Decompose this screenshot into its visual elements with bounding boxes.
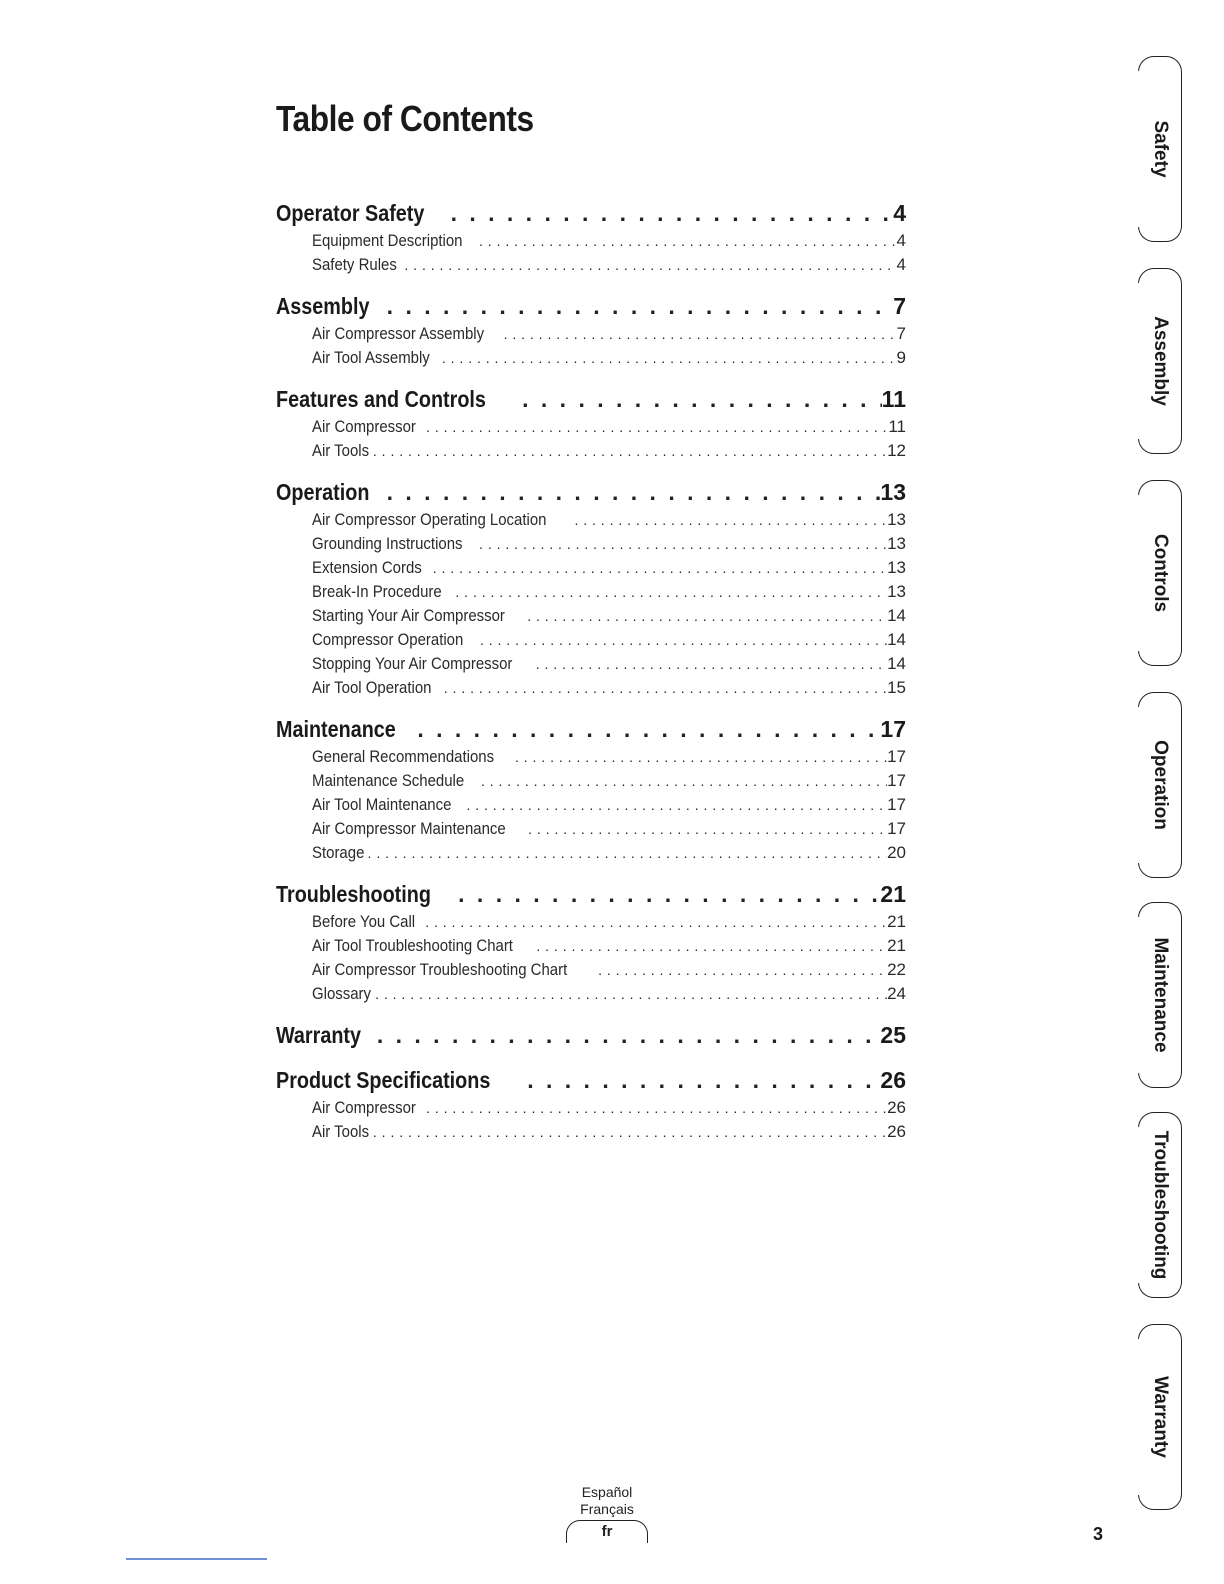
dot-leader xyxy=(425,556,887,580)
dot-leader xyxy=(371,477,881,508)
side-tab-assembly[interactable] xyxy=(1138,268,1182,454)
toc-entry-label: Storage xyxy=(312,843,365,862)
toc-section-title: Operation xyxy=(276,479,370,505)
toc-entry-page: 21 xyxy=(887,912,906,931)
toc-section xyxy=(276,879,906,1006)
toc-entry-label: Air Tools xyxy=(312,441,370,460)
toc-entry-page: 9 xyxy=(896,348,906,367)
toc-section-page: 13 xyxy=(880,479,906,505)
dot-leader xyxy=(507,745,887,769)
toc-section-title: Warranty xyxy=(276,1022,362,1048)
toc-entry-page: 4 xyxy=(896,231,906,250)
toc-entry-label: Extension Cords xyxy=(312,558,422,577)
dot-leader xyxy=(471,229,897,253)
toc-entry-page: 22 xyxy=(887,960,906,979)
toc-section-title: Troubleshooting xyxy=(276,881,431,907)
toc-entry-page: 17 xyxy=(887,819,906,838)
toc-entry-page: 17 xyxy=(887,795,906,814)
toc-entry-label: Equipment Description xyxy=(312,231,463,250)
side-tab-troubleshooting[interactable] xyxy=(1138,1112,1182,1298)
toc-section xyxy=(276,198,906,277)
toc-section-heading[interactable] xyxy=(276,384,906,415)
dot-leader xyxy=(418,1096,887,1120)
toc-entry[interactable] xyxy=(276,253,906,277)
toc-entry-page: 13 xyxy=(887,582,906,601)
toc-entry[interactable] xyxy=(276,1096,906,1120)
toc-entry-label: Air Tools xyxy=(312,1122,370,1141)
toc-section-page: 7 xyxy=(893,293,906,319)
dot-leader xyxy=(511,1065,880,1096)
dot-leader xyxy=(396,253,896,277)
toc-entry-page: 12 xyxy=(887,441,906,460)
toc-entry-label: Air Compressor xyxy=(312,1098,416,1117)
side-tab-maintenance[interactable] xyxy=(1138,902,1182,1088)
toc-entry-page: 17 xyxy=(887,747,906,766)
table-of-contents xyxy=(276,198,906,1158)
toc-entry-page: 13 xyxy=(887,510,906,529)
toc-entry-page: 13 xyxy=(887,534,906,553)
side-tab-label: Assembly xyxy=(1150,316,1171,406)
toc-entry-label: Compressor Operation xyxy=(312,630,464,649)
toc-entry-label: Stopping Your Air Compressor xyxy=(312,654,513,673)
toc-entry-label: Starting Your Air Compressor xyxy=(312,606,505,625)
toc-entry[interactable] xyxy=(276,769,906,793)
toc-entry[interactable] xyxy=(276,982,906,1006)
page-title: Table of Contents xyxy=(276,98,534,139)
side-tab-controls[interactable] xyxy=(1138,480,1182,666)
toc-entry[interactable] xyxy=(276,676,906,700)
toc-entry-page: 4 xyxy=(896,255,906,274)
toc-entry-label: Grounding Instructions xyxy=(312,534,463,553)
toc-entry[interactable] xyxy=(276,793,906,817)
toc-entry-label: Air Tool Maintenance xyxy=(312,795,452,814)
side-tab-label: Controls xyxy=(1150,533,1171,613)
toc-entry-label: Break-In Procedure xyxy=(312,582,442,601)
toc-section-heading[interactable] xyxy=(276,879,906,910)
toc-section-title: Maintenance xyxy=(276,716,396,742)
toc-section xyxy=(276,714,906,865)
toc-section-heading[interactable] xyxy=(276,477,906,508)
side-tab-label: Troubleshooting xyxy=(1150,1130,1171,1280)
toc-section-page: 26 xyxy=(880,1067,906,1093)
side-tab-label: Maintenance xyxy=(1150,937,1171,1053)
toc-section-heading[interactable] xyxy=(276,1020,906,1051)
toc-entry-label: Air Compressor Maintenance xyxy=(312,819,506,838)
dot-leader xyxy=(458,793,887,817)
toc-entry-page: 20 xyxy=(887,843,906,862)
side-tab-warranty[interactable] xyxy=(1138,1324,1182,1510)
toc-section-heading[interactable] xyxy=(276,1065,906,1096)
footer-line xyxy=(126,1558,267,1560)
toc-entry[interactable] xyxy=(276,841,906,865)
toc-entry[interactable] xyxy=(276,580,906,604)
language-fr-tab[interactable]: fr xyxy=(566,1520,648,1543)
dot-leader xyxy=(417,910,887,934)
toc-section-page: 11 xyxy=(881,386,906,412)
dot-leader xyxy=(436,676,887,700)
side-tab-label: Operation xyxy=(1150,740,1171,830)
toc-entry[interactable] xyxy=(276,415,906,439)
side-tab-safety[interactable] xyxy=(1138,56,1182,242)
dot-leader xyxy=(418,415,888,439)
toc-entry-page: 14 xyxy=(887,630,906,649)
dot-leader xyxy=(371,291,894,322)
dot-leader xyxy=(435,198,894,229)
toc-entry-page: 26 xyxy=(887,1122,906,1141)
toc-entry-label: Before You Call xyxy=(312,912,416,931)
toc-entry-page: 7 xyxy=(896,324,906,343)
toc-entry[interactable] xyxy=(276,604,906,628)
toc-section-heading[interactable] xyxy=(276,198,906,229)
dot-leader xyxy=(590,958,887,982)
dot-leader xyxy=(473,769,887,793)
toc-entry-label: Air Tool Operation xyxy=(312,678,432,697)
toc-section-title: Operator Safety xyxy=(276,200,425,226)
dot-leader xyxy=(528,652,887,676)
dot-leader xyxy=(365,439,887,463)
toc-section xyxy=(276,291,906,370)
toc-section-heading[interactable] xyxy=(276,291,906,322)
toc-entry[interactable] xyxy=(276,556,906,580)
toc-entry[interactable] xyxy=(276,958,906,982)
dot-leader xyxy=(361,1020,881,1051)
toc-section-title: Product Specifications xyxy=(276,1067,491,1093)
toc-entry-label: Air Tool Assembly xyxy=(312,348,430,367)
dot-leader xyxy=(360,841,888,865)
toc-entry[interactable] xyxy=(276,817,906,841)
language-selector xyxy=(560,1484,654,1543)
toc-entry[interactable] xyxy=(276,439,906,463)
side-tab-operation[interactable] xyxy=(1138,692,1182,878)
toc-entry[interactable] xyxy=(276,745,906,769)
dot-leader xyxy=(447,580,887,604)
dot-leader xyxy=(365,1120,887,1144)
toc-entry[interactable] xyxy=(276,652,906,676)
dot-leader xyxy=(434,346,897,370)
dot-leader xyxy=(506,384,882,415)
toc-section xyxy=(276,384,906,463)
toc-entry-page: 21 xyxy=(887,936,906,955)
toc-section-title: Features and Controls xyxy=(276,386,486,412)
toc-entry-page: 17 xyxy=(887,771,906,790)
toc-entry[interactable] xyxy=(276,508,906,532)
dot-leader xyxy=(519,604,887,628)
toc-entry-label: Air Compressor xyxy=(312,417,416,436)
toc-entry-page: 26 xyxy=(887,1098,906,1117)
dot-leader xyxy=(528,934,887,958)
page-number: 3 xyxy=(1093,1524,1104,1544)
toc-entry-page: 11 xyxy=(888,417,906,436)
toc-section-page: 17 xyxy=(880,716,906,742)
toc-section-heading[interactable] xyxy=(276,714,906,745)
toc-entry-page: 14 xyxy=(887,654,906,673)
side-tab-label: Warranty xyxy=(1150,1376,1171,1458)
toc-entry-label: Air Compressor Operating Location xyxy=(312,510,547,529)
toc-entry[interactable] xyxy=(276,229,906,253)
toc-entry[interactable] xyxy=(276,910,906,934)
dot-leader xyxy=(401,714,880,745)
toc-section xyxy=(276,1065,906,1144)
toc-entry-label: Safety Rules xyxy=(312,255,397,274)
language-francais[interactable]: Français xyxy=(580,1501,634,1517)
toc-entry-page: 15 xyxy=(887,678,906,697)
toc-entry-label: Air Compressor Assembly xyxy=(312,324,485,343)
toc-entry-page: 24 xyxy=(887,984,906,1003)
language-espanol[interactable]: Español xyxy=(581,1484,633,1500)
toc-entry-label: Maintenance Schedule xyxy=(312,771,465,790)
toc-entry-label: General Recommendations xyxy=(312,747,495,766)
toc-section xyxy=(276,1020,906,1051)
dot-leader xyxy=(472,628,887,652)
toc-entry[interactable] xyxy=(276,628,906,652)
toc-entry-label: Air Compressor Troubleshooting Chart xyxy=(312,960,568,979)
toc-section-page: 25 xyxy=(880,1022,906,1048)
toc-section-title: Assembly xyxy=(276,293,370,319)
dot-leader xyxy=(566,508,887,532)
dot-leader xyxy=(471,532,887,556)
toc-section-page: 21 xyxy=(880,881,906,907)
toc-entry-label: Air Tool Troubleshooting Chart xyxy=(312,936,513,955)
toc-section xyxy=(276,477,906,700)
toc-entry-page: 13 xyxy=(887,558,906,577)
dot-leader xyxy=(367,982,887,1006)
toc-entry[interactable] xyxy=(276,934,906,958)
toc-entry[interactable] xyxy=(276,346,906,370)
dot-leader xyxy=(442,879,880,910)
toc-entry-label: Glossary xyxy=(312,984,372,1003)
dot-leader xyxy=(496,322,897,346)
toc-entry[interactable] xyxy=(276,532,906,556)
toc-entry[interactable] xyxy=(276,322,906,346)
toc-entry-page: 14 xyxy=(887,606,906,625)
dot-leader xyxy=(520,817,887,841)
toc-section-page: 4 xyxy=(893,200,906,226)
toc-entry[interactable] xyxy=(276,1120,906,1144)
side-tab-label: Safety xyxy=(1150,120,1171,178)
